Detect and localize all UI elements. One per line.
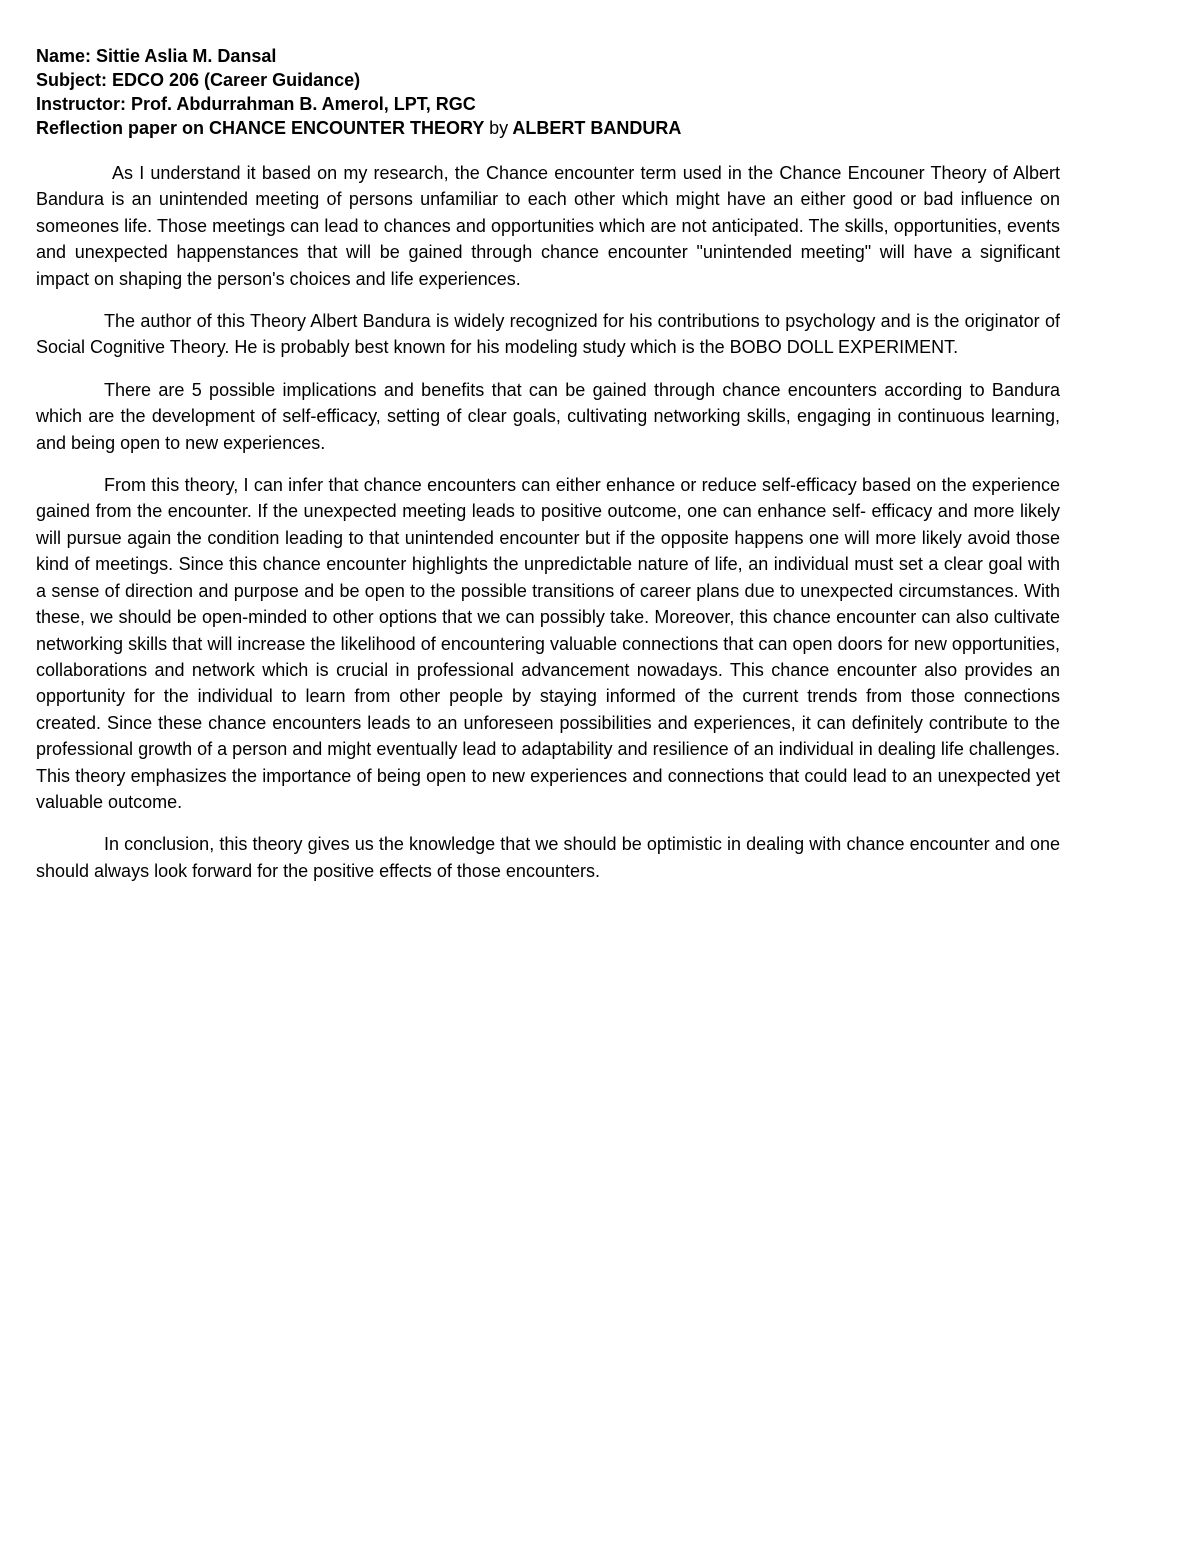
paper-title-author: ALBERT BANDURA [512, 118, 682, 138]
document-body [36, 160, 1060, 884]
document-header [36, 44, 1060, 140]
paragraph-implications: There are 5 possible implications and benefits that can be gained through chance encounters according to Bandura which are the development of self-efficacy, setting of clear goals, cultivating networking skills, engaging in continuous learning, and being open to new experiences. [36, 379, 1060, 453]
paragraph-conclusion: In conclusion, this theory gives us the knowledge that we should be optimistic in dealing with chance encounter and one should always look forward for the positive effects of those encounters. [36, 834, 1060, 881]
subject-line: Subject: EDCO 206 (Career Guidance) [36, 70, 361, 90]
document-page [36, 44, 1060, 900]
paragraph-inference: From this theory, I can infer that chance encounters can either enhance or reduce self-efficacy based on the experience gained from the encounter. If the unexpected meeting leads to positive outcome, one can enhance self- efficacy and more likely will pursue again the condition leading to that unintended encounter but if the opposite happens one will more likely avoid those kind of meetings. Since this chance encounter highlights the unpredictable nature of life, an individual must set a clear goal with a sense of direction and purpose and be open to the possible transitions of career plans due to unexpected circumstances. With these, we should be open-minded to other options that we can possibly take. Moreover, this chance encounter can also cultivate networking skills that will increase the likelihood of encountering valuable connections that can open doors for new opportunities, collaborations and network which is crucial in professional advancement nowadays. This chance encounter also provides an opportunity for the individual to learn from other people by staying informed of the current trends from those connections created. Since these chance encounters leads to an unforeseen possibilities and experiences, it can definitely contribute to the professional growth of a person and might eventually lead to adaptability and resilience of an individual in dealing life challenges. This theory emphasizes the importance of being open to new experiences and connections that could lead to an unexpected yet valuable outcome. [36, 475, 1060, 812]
paragraph-introduction: As I understand it based on my research, the Chance encounter term used in the Chance Encouner Theory of Albert Bandura is an unintended meeting of persons unfamiliar to each other which might have an either good or bad influence on someones life. Those meetings can lead to chances and opportunities which are not anticipated. The skills, opportunities, events and unexpected happenstances that will be gained through chance encounter "unintended meeting" will have a significant impact on shaping the person's choices and life experiences. [36, 163, 1060, 289]
paragraph-author: The author of this Theory Albert Bandura is widely recognized for his contributions to psychology and is the originator of Social Cognitive Theory. He is probably best known for his modeling study which is the BOBO DOLL EXPERIMENT. [36, 311, 1060, 358]
instructor-line: Instructor: Prof. Abdurrahman B. Amerol, LPT, RGC [36, 94, 476, 114]
student-name: Name: Sittie Aslia M. Dansal [36, 46, 277, 66]
paper-title-main: Reflection paper on CHANCE ENCOUNTER THEORY [36, 118, 485, 138]
paper-title-by: by [489, 118, 509, 138]
paper-title [36, 116, 1060, 140]
